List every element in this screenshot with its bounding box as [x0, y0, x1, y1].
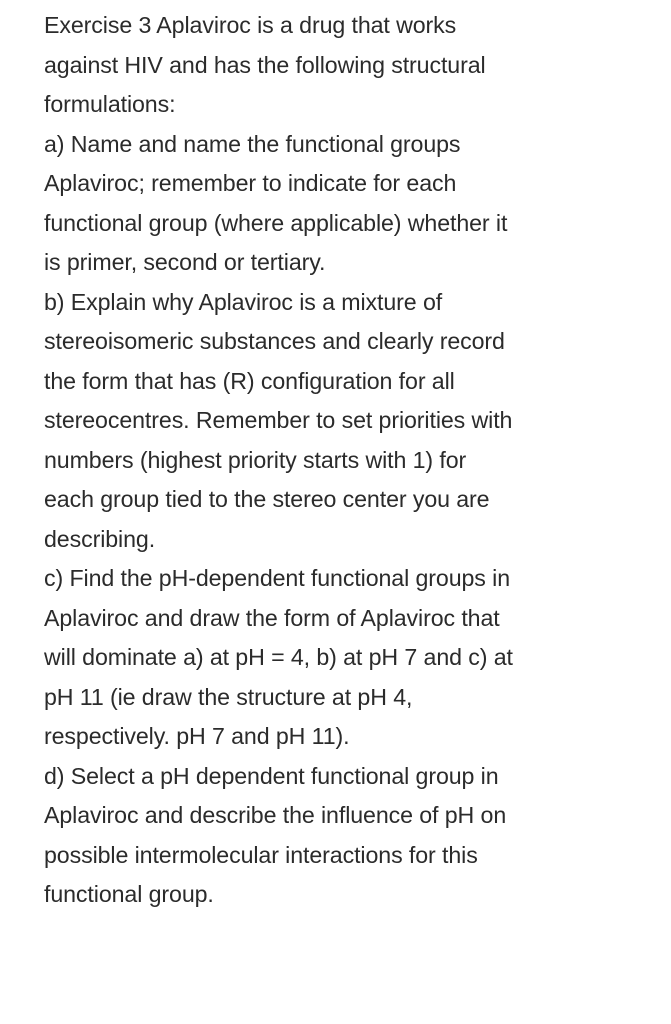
- text-line: will dominate a) at pH = 4, b) at pH 7 and c) at: [44, 644, 513, 670]
- text-line: is primer, second or tertiary.: [44, 249, 326, 275]
- text-line: stereocentres. Remember to set priorities with: [44, 407, 513, 433]
- text-line: numbers (highest priority starts with 1) for: [44, 446, 467, 473]
- text-line: a) Name and name the functional groups: [44, 130, 461, 157]
- text-line: respectively. pH 7 and pH 11).: [44, 723, 350, 749]
- text-line: functional group (where applicable) whether it: [44, 209, 508, 236]
- text-line: pH 11 (ie draw the structure at pH 4,: [44, 683, 413, 710]
- text-line: Aplaviroc and describe the influence of pH on: [44, 802, 507, 828]
- text-line: c) Find the pH-dependent functional groups in: [44, 565, 510, 591]
- text-line: stereoisomeric substances and clearly record: [44, 328, 505, 354]
- text-line: describing.: [44, 525, 156, 552]
- text-line: Aplaviroc; remember to indicate for each: [44, 170, 457, 196]
- text-line: Exercise 3 Aplaviroc is a drug that works: [44, 12, 457, 38]
- text-line: Aplaviroc and draw the form of Aplaviroc that: [44, 604, 500, 631]
- text-line: functional group.: [44, 881, 214, 907]
- text-line: b) Explain why Aplaviroc is a mixture of: [44, 288, 443, 315]
- text-line: each group tied to the stereo center you are: [44, 486, 490, 512]
- exercise-text: [44, 6, 644, 915]
- text-line: formulations:: [44, 91, 176, 117]
- text-line: the form that has (R) configuration for all: [44, 367, 455, 394]
- text-line: d) Select a pH dependent functional group in: [44, 762, 499, 789]
- text-line: against HIV and has the following structural: [44, 51, 486, 78]
- text-line: possible intermolecular interactions for this: [44, 841, 478, 868]
